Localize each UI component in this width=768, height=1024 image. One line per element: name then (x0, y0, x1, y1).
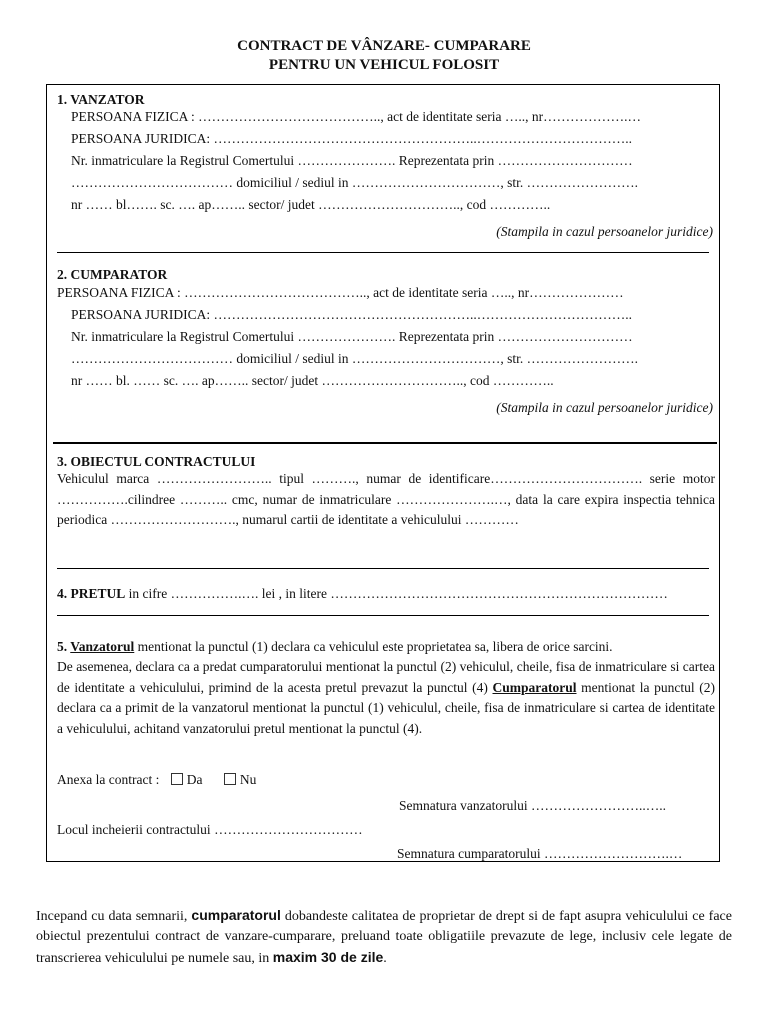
section-seller-heading: 1. VANZATOR (57, 92, 145, 107)
seller-stamp-note: (Stampila in cazul persoanelor juridice) (496, 224, 713, 239)
place-of-contract-line: Locul incheierii contractului …………………………… (57, 822, 363, 837)
annex-yes-checkbox[interactable] (171, 773, 183, 785)
annex-yes-label: Da (186, 772, 203, 787)
footer-deadline: maxim 30 de zile (272, 949, 384, 965)
buyer-signature-line: Semnatura cumparatorului ……………………….… (397, 846, 683, 861)
section-buyer-heading: 2. CUMPARATOR (57, 267, 168, 282)
ownership-transfer-paragraph (36, 905, 732, 969)
annex-label: Anexa la contract : (57, 772, 160, 787)
buyer-natural-person-line: PERSOANA FIZICA : ………………………………….., act de identitate seria ….., nr………………… (57, 285, 624, 300)
seller-address-details-line: nr …… bl……. sc. …. ap…….. sector/ judet ………………………….., cod ………….. (71, 197, 551, 212)
divider (57, 568, 709, 569)
buyer-address-details-line: nr …… bl. …… sc. …. ap…….. sector/ judet ………………………….., cod ………….. (71, 373, 554, 388)
buyer-legal-person-line: PERSOANA JURIDICA: …………………………………………………..…………………………….. (71, 307, 633, 322)
seller-legal-person-line: PERSOANA JURIDICA: …………………………………………………..…………………………….. (71, 131, 633, 146)
footer-text-1: Incepand cu data semnarii, (36, 909, 192, 924)
seller-registry-line: Nr. inmatriculare la Registrul Comertului …………………. Reprezentata prin ………………………… (71, 153, 633, 168)
document-subtitle: PENTRU UN VEHICUL FOLOSIT (268, 57, 500, 73)
section-declarations-number: 5. (57, 639, 71, 654)
seller-handover-text: De asemenea, declara ca a predat cumparatorului mentionat la punctul (2) vehiculul, cheile, fisa de inmatriculare si cartea de identitate a vehiculului, primind de la acesta pretul prevazut la punctul (4) (57, 659, 715, 695)
section-price-heading: 4. PRETUL (57, 586, 126, 601)
price-line (57, 586, 668, 602)
buyer-address-line: ……………………………… domiciliul / sediul in ……………………………, str. ……………………. (71, 351, 638, 366)
buyer-word: Cumparatorul (492, 679, 577, 695)
annex-line (57, 772, 256, 788)
seller-signature-line: Semnatura vanzatorului ……………………..….. (399, 798, 666, 813)
buyer-registry-line: Nr. inmatriculare la Registrul Comertului …………………. Reprezentata prin ………………………… (71, 329, 633, 344)
divider (57, 252, 709, 253)
divider (53, 442, 717, 444)
seller-address-line: ……………………………… domiciliul / sediul in ……………………………, str. ……………………. (71, 175, 638, 190)
price-text: in cifre …………….…. lei , in litere ………………………………………………………………… (125, 586, 668, 601)
footer-buyer-word: cumparatorul (191, 907, 281, 923)
document-title: CONTRACT DE VÂNZARE- CUMPARARE (237, 38, 531, 54)
buyer-stamp-note: (Stampila in cazul persoanelor juridice) (496, 400, 713, 415)
vehicle-details-text: Vehiculul marca …………………….. tipul ………., numar de identificare……………………………. serie motor …………….cilindree ……….. cmc, numar de inmatriculare ………………….…, data la care expira inspectia tehnica periodica ………………………., numarul cartii de identitate a vehiculului ………… (57, 471, 715, 527)
seller-natural-person-line: PERSOANA FIZICA : ………………………………….., act de identitate seria ….., nr……………….… (71, 109, 641, 124)
seller-declaration-text: mentionat la punctul (1) declara ca vehiculul este proprietatea sa, libera de orice sarcini. (134, 639, 613, 654)
seller-declaration (57, 639, 613, 655)
seller-word: Vanzatorul (70, 639, 135, 654)
footer-text-2: dobandeste calitatea de proprietar de drept si de fapt asupra vehiculului ce face obiectul prezentului contract de vanzare-cumparare, preluand toate obligatiile prevazute de lege, inclusiv cele legate de transcrierea vehiculului pe numele sau, in (36, 909, 732, 966)
buyer-declaration-text: mentionat la punctul (2) declara ca a primit de la vanzatorul mentionat la punctul (1) vehiculul, cheile, fisa de inmatriculare si cartea de identitate a vehiculului, achitand vanzatorului pretul mentionat la punctul (4). (57, 679, 716, 736)
section-object-heading: 3. OBIECTUL CONTRACTULUI (57, 454, 256, 469)
divider (57, 615, 709, 616)
contract-form (46, 84, 720, 862)
annex-no-checkbox[interactable] (224, 773, 236, 785)
declarations-paragraph (57, 657, 715, 739)
footer-text-3: . (383, 951, 387, 966)
annex-no-label: Nu (239, 772, 257, 787)
